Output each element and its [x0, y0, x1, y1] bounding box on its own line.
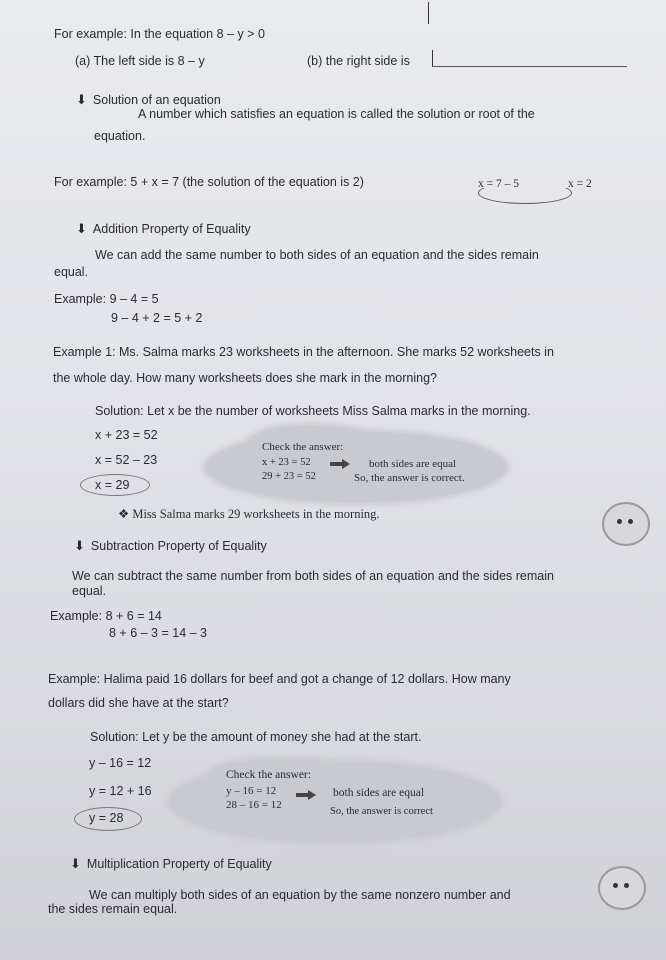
right-side-bracket — [432, 50, 433, 67]
subtraction-example-2: 8 + 6 – 3 = 14 – 3 — [109, 626, 207, 640]
subtraction-text-1: We can subtract the same number from both sides of an equation and the sides remain — [72, 569, 554, 583]
example2-solution: Solution: Let y be the amount of money she had at the start. — [90, 730, 422, 744]
multiplication-heading — [70, 856, 272, 872]
addition-example-1: Example: 9 – 4 = 5 — [54, 292, 159, 306]
example1-check-1: x + 23 = 52 — [262, 457, 311, 468]
example1-check-title: Check the answer: — [262, 441, 344, 453]
example1-check-note-2: So, the answer is correct. — [354, 472, 465, 484]
addition-example-2: 9 – 4 + 2 = 5 + 2 — [111, 311, 203, 325]
multiplication-text-2: the sides remain equal. — [48, 902, 178, 916]
top-bracket-line — [428, 2, 429, 24]
left-side-text: (a) The left side is 8 – y — [75, 54, 205, 68]
solution-text-1: A number which satisfies an equation is called the solution or root of the — [138, 107, 535, 121]
addition-text-1: We can add the same number to both sides of an equation and the sides remain — [95, 248, 539, 262]
multiplication-heading-label: Multiplication Property of Equality — [86, 857, 272, 871]
example2-check-1: y – 16 = 12 — [226, 785, 277, 797]
subtraction-text-2: equal. — [72, 584, 107, 598]
smiley-face-icon — [602, 502, 650, 546]
curve-arrow — [478, 182, 572, 204]
side-result: x = 2 — [568, 178, 592, 190]
example1-step-1: x + 23 = 52 — [95, 428, 158, 442]
example1-line-2: the whole day. How many worksheets does she mark in the morning? — [53, 371, 437, 385]
intro-example: For example: In the equation 8 – y > 0 — [54, 27, 265, 41]
example2-line-1: Example: Halima paid 16 dollars for beef and got a change of 12 dollars. How many — [48, 672, 511, 686]
solution-text-2: equation. — [94, 129, 146, 143]
multiplication-text-1: We can multiply both sides of an equation by the same nonzero number and — [89, 888, 511, 902]
addition-heading — [76, 221, 251, 237]
solution-example: For example: 5 + x = 7 (the solution of the equation is 2) — [54, 175, 364, 189]
subtraction-heading — [74, 538, 267, 554]
example2-step-3: y = 28 — [89, 811, 124, 825]
example2-line-2: dollars did she have at the start? — [48, 696, 229, 710]
smiley-face-icon-2 — [598, 866, 646, 910]
diamond-bullet-icon: ❖ — [118, 507, 130, 521]
subtraction-example-1: Example: 8 + 6 = 14 — [50, 609, 162, 623]
example2-check-note-2: So, the answer is correct — [330, 806, 433, 817]
example1-line-1: Example 1: Ms. Salma marks 23 worksheets in the afternoon. She marks 52 worksheets in — [53, 345, 554, 359]
addition-text-2: equal. — [54, 265, 89, 279]
example1-check-note-1: both sides are equal — [369, 458, 457, 470]
example2-check-title: Check the answer: — [226, 769, 311, 781]
example2-step-2: y = 12 + 16 — [89, 784, 152, 798]
arrow-down-icon: ⬇ — [76, 92, 87, 107]
example2-step-1: y – 16 = 12 — [89, 756, 152, 770]
right-side-text: (b) the right side is — [307, 54, 410, 68]
arrow-down-icon: ⬇ — [76, 221, 87, 236]
right-side-underline — [432, 66, 627, 67]
arrow-down-icon: ⬇ — [70, 856, 81, 871]
example1-step-2: x = 52 – 23 — [95, 453, 158, 467]
side-calc: x = 7 – 5 — [478, 178, 519, 190]
solution-heading — [76, 92, 221, 108]
addition-heading-label: Addition Property of Equality — [92, 222, 251, 236]
solution-heading-label: Solution of an equation — [92, 93, 221, 107]
example1-step-3: x = 29 — [95, 478, 130, 492]
example2-check-2: 28 – 16 = 12 — [226, 799, 282, 811]
example1-solution: Solution: Let x be the number of worksheets Miss Salma marks in the morning. — [95, 404, 531, 418]
example1-check-2: 29 + 23 = 52 — [262, 471, 316, 482]
example1-conclusion — [118, 507, 380, 522]
example2-check-note-1: both sides are equal — [333, 787, 425, 799]
subtraction-heading-label: Subtraction Property of Equality — [90, 539, 267, 553]
example1-conclusion-label: Miss Salma marks 29 worksheets in the morning. — [132, 507, 380, 521]
arrow-down-icon: ⬇ — [74, 538, 85, 553]
